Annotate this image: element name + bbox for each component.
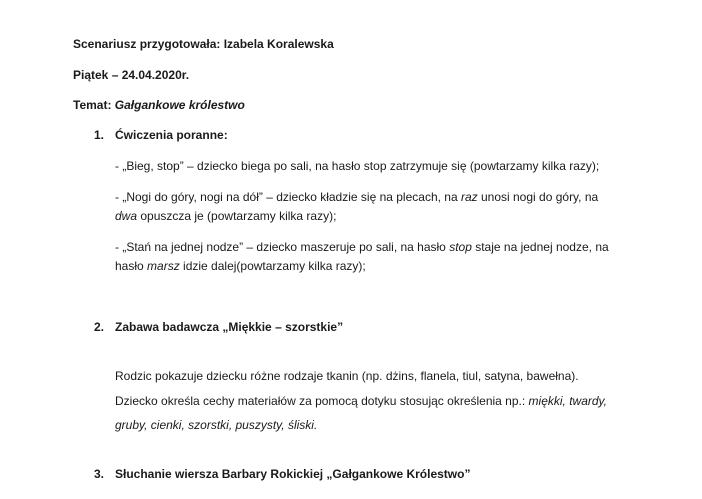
section-2-paragraph-2 [115,393,607,409]
text-span: unosi nogi do góry, na [477,190,599,204]
section-2-paragraph-3: gruby, cienki, szorstki, puszysty, śliski. [115,418,318,432]
section-3-title: Słuchanie wiersza Barbary Rokickiej „Gałgankowe Królestwo” [115,467,471,481]
text-span: opuszcza je (powtarzamy kilka razy); [137,209,337,223]
text-span: Dziecko określa cechy materiałów za pomocą dotyku stosując określenia np.: [115,394,529,408]
italic-span: dwa [115,209,138,223]
text-span: hasło [115,259,148,273]
exercise-1-line: - „Bieg, stop” – dziecko biega po sali, na hasło stop zatrzymuje się (powtarzamy kilka razy); [115,159,600,173]
italic-span: raz [460,190,478,204]
exercise-2-line-2 [115,208,336,224]
section-2-paragraph-1: Rodzic pokazuje dziecku różne rodzaje tkanin (np. dżins, flanela, tiul, satyna, bawełna). [115,369,579,383]
section-3-number: 3. [94,467,105,481]
italic-span: marsz [147,259,180,273]
text-span: staje na jednej nodze, na [471,240,609,254]
section-1-title: Ćwiczenia poranne: [115,128,228,142]
section-1-number: 1. [94,128,105,142]
exercise-2-line-1 [115,189,598,205]
exercise-3-line-2 [115,258,366,274]
section-2-title: Zabawa badawcza „Miękkie – szorstkie” [115,320,344,334]
italic-span: stop [449,240,472,254]
topic-prefix: Temat: [73,98,115,112]
italic-span: miękki, twardy, [528,394,607,408]
text-span: idzie dalej(powtarzamy kilka razy); [179,259,366,273]
text-span: - „Stań na jednej nodze” – dziecko maszeruje po sali, na hasło [115,240,450,254]
topic-line [73,97,245,113]
exercise-3-line-1 [115,239,609,255]
date-line: Piątek – 24.04.2020r. [73,68,190,82]
topic-title: Gałgankowe królestwo [114,98,245,112]
author-line: Scenariusz przygotowała: Izabela Koralewska [73,37,334,51]
text-span: - „Nogi do góry, nogi na dół” – dziecko kładzie się na plecach, na [115,190,461,204]
section-2-number: 2. [94,320,105,334]
